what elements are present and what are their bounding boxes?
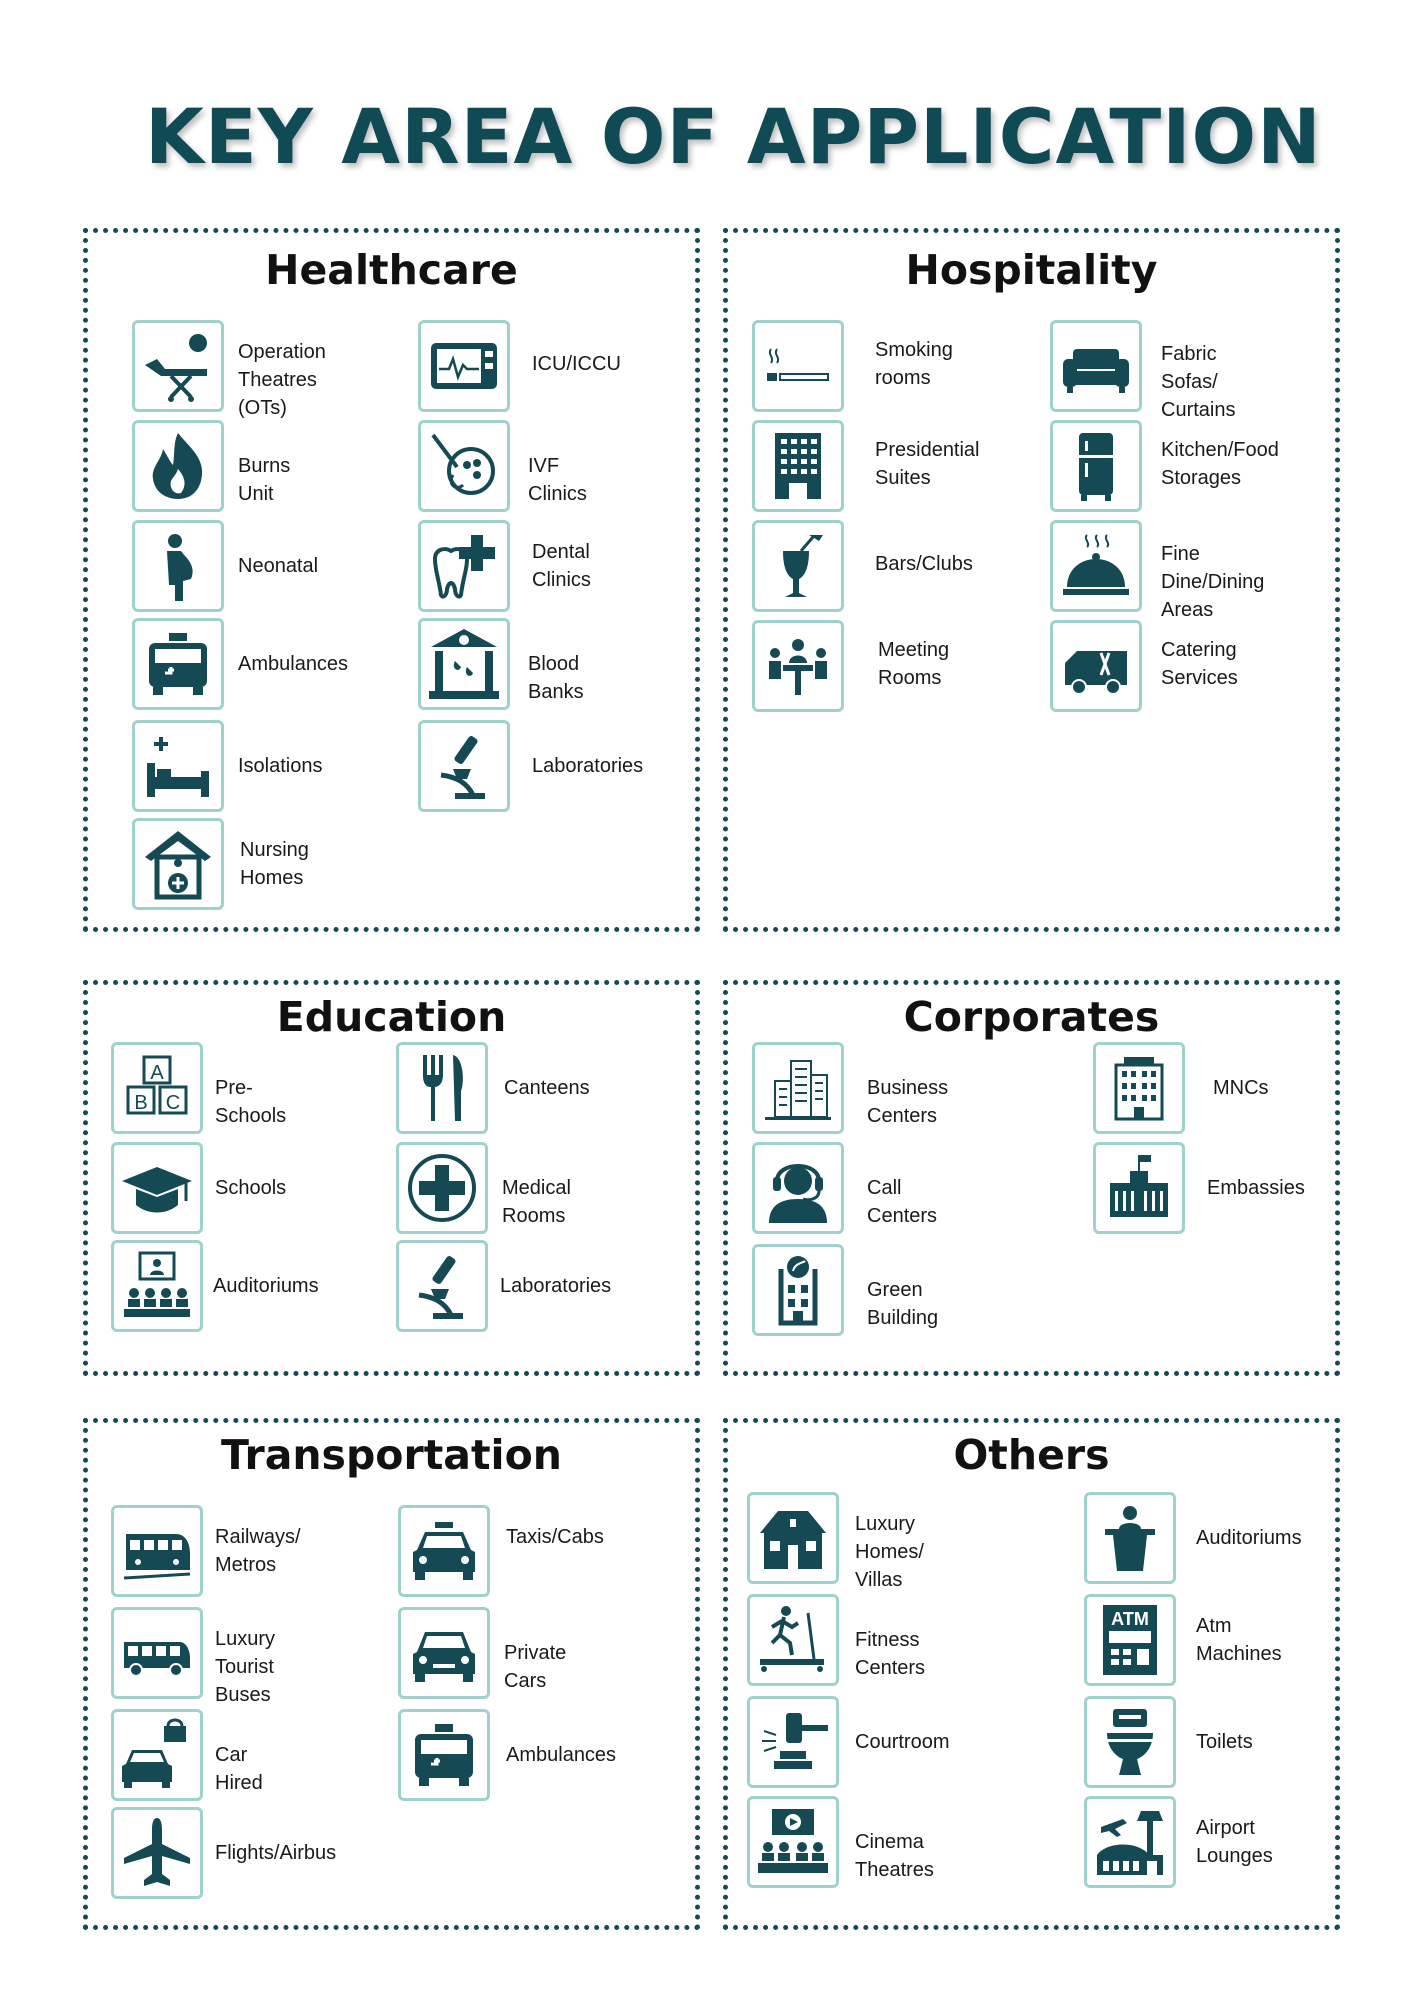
- skyscrapers-icon: [761, 1051, 835, 1125]
- item-label: Ambulances: [506, 1744, 617, 1766]
- flame-icon: [141, 429, 215, 503]
- item-label: Luxury Tourist Buses: [215, 1628, 276, 1706]
- item-label: Ambulances: [238, 653, 349, 675]
- item-label: Nursing Homes: [240, 839, 309, 889]
- microscope-icon: [427, 729, 501, 803]
- tile: [1093, 1142, 1185, 1234]
- airplane-icon: [120, 1816, 194, 1890]
- tile: [111, 1505, 203, 1597]
- tile: [398, 1505, 490, 1597]
- item-label: Courtroom: [855, 1731, 950, 1753]
- healthcare-heading: Healthcare: [265, 246, 518, 294]
- item-label: Auditoriums: [213, 1275, 319, 1297]
- sofa-icon: [1059, 329, 1133, 403]
- cigarette-icon: [761, 329, 835, 403]
- fridge-icon: [1059, 429, 1133, 503]
- car-rental-icon: [120, 1718, 194, 1792]
- tile: [418, 618, 510, 710]
- item-label: Fabric Sofas/ Curtains: [1161, 343, 1236, 421]
- abc-blocks-icon: [120, 1051, 194, 1125]
- item-label: Atm Machines: [1196, 1615, 1282, 1665]
- item-label: ICU/ICCU: [532, 353, 621, 375]
- item-label: Burns Unit: [238, 455, 291, 505]
- item-label: Car Hired: [215, 1744, 263, 1794]
- item-label: Laboratories: [532, 755, 644, 777]
- tile: [418, 520, 510, 612]
- tile: [396, 1240, 488, 1332]
- tile: [132, 420, 224, 512]
- tile: [1050, 320, 1142, 412]
- tile: [752, 520, 844, 612]
- item-label: Laboratories: [500, 1275, 612, 1297]
- item-label: Smoking rooms: [875, 339, 953, 389]
- tile: [1050, 420, 1142, 512]
- corporates-heading: Corporates: [903, 993, 1160, 1041]
- others-heading: Others: [953, 1431, 1110, 1479]
- operation-table-icon: [141, 329, 215, 403]
- item-label: Luxury Homes/ Villas: [855, 1513, 924, 1591]
- item-label: Railways/ Metros: [215, 1526, 301, 1576]
- hospitality-heading: Hospitality: [905, 246, 1158, 294]
- education-heading: Education: [276, 993, 507, 1041]
- tile: [111, 1142, 203, 1234]
- tile: [1084, 1696, 1176, 1788]
- tile: [418, 720, 510, 812]
- tile: [398, 1607, 490, 1699]
- item-label: Pre-Schools: [215, 1077, 287, 1127]
- hotel-building-icon: [761, 429, 835, 503]
- hospital-bed-icon: [141, 729, 215, 803]
- tile: [752, 1244, 844, 1336]
- item-label: Airport Lounges: [1196, 1817, 1273, 1867]
- item-label: Blood Banks: [528, 653, 584, 703]
- tile: [396, 1042, 488, 1134]
- atm-icon-text: ATM: [1111, 1609, 1149, 1629]
- tile: [396, 1142, 488, 1234]
- tile: [752, 620, 844, 712]
- item-label: Bars/Clubs: [875, 553, 973, 575]
- item-label: Medical Rooms: [502, 1177, 571, 1227]
- item-label: Cinema Theatres: [855, 1831, 934, 1881]
- tile: [1050, 620, 1142, 712]
- tooth-cross-icon: [427, 529, 501, 603]
- pregnant-woman-icon: [141, 529, 215, 603]
- item-label: Dental Clinics: [532, 541, 591, 591]
- tile: [132, 320, 224, 412]
- tile: [111, 1240, 203, 1332]
- svg-text:B: B: [134, 1092, 148, 1114]
- item-label: Flights/Airbus: [215, 1842, 337, 1864]
- airport-tower-icon: [1093, 1805, 1167, 1879]
- tile: [1084, 1492, 1176, 1584]
- tile: [132, 618, 224, 710]
- tile: [747, 1492, 839, 1584]
- graduation-cap-icon: [120, 1151, 194, 1225]
- tile: [1084, 1796, 1176, 1888]
- item-label: Presidential Suites: [875, 439, 980, 489]
- tile: [398, 1709, 490, 1801]
- embassy-icon: [1102, 1151, 1176, 1225]
- item-label: Canteens: [504, 1077, 590, 1099]
- fork-knife-icon: [405, 1051, 479, 1125]
- item-label: Operation Theatres (OTs): [238, 341, 326, 419]
- heart-monitor-icon: [427, 329, 501, 403]
- transportation-heading: Transportation: [221, 1431, 562, 1479]
- cloche-icon: [1059, 529, 1133, 603]
- tile: [132, 720, 224, 812]
- tile: [752, 1042, 844, 1134]
- gavel-icon: [756, 1705, 830, 1779]
- item-label: Business Centers: [867, 1077, 949, 1127]
- nursing-home-icon: [141, 827, 215, 901]
- catering-van-icon: [1059, 629, 1133, 703]
- meeting-table-icon: [761, 629, 835, 703]
- tile: [752, 420, 844, 512]
- item-label: Taxis/Cabs: [506, 1526, 604, 1548]
- treadmill-icon: [756, 1603, 830, 1677]
- item-label: Call Centers: [867, 1177, 938, 1227]
- item-label: Private Cars: [504, 1642, 567, 1692]
- item-label: Fine Dine/Dining Areas: [1161, 543, 1265, 621]
- svg-text:A: A: [150, 1062, 164, 1084]
- tile: [418, 320, 510, 412]
- tile: [418, 420, 510, 512]
- ambulance-icon: [141, 627, 215, 701]
- blood-bank-icon: [427, 627, 501, 701]
- item-label: Toilets: [1196, 1731, 1253, 1753]
- house-icon: [756, 1501, 830, 1575]
- item-label: Meeting Rooms: [878, 639, 950, 689]
- ambulance-icon: [407, 1718, 481, 1792]
- green-building-icon: [761, 1253, 835, 1327]
- headset-agent-icon: [761, 1151, 835, 1225]
- atm-icon: [1093, 1603, 1167, 1677]
- tile: [1084, 1594, 1176, 1686]
- podium-speaker-icon: [1093, 1501, 1167, 1575]
- tile: [111, 1607, 203, 1699]
- train-icon: [120, 1514, 194, 1588]
- item-label: Fitness Centers: [855, 1629, 926, 1679]
- microscope-icon: [405, 1249, 479, 1323]
- item-label: Auditoriums: [1196, 1527, 1302, 1549]
- item-label: Schools: [215, 1177, 287, 1199]
- page-title: KEY AREA OF APPLICATION: [145, 92, 1322, 181]
- presentation-audience-icon: [120, 1249, 194, 1323]
- item-label: Green Building: [867, 1279, 939, 1329]
- item-label: IVF Clinics: [528, 455, 587, 505]
- cinema-audience-icon: [756, 1805, 830, 1879]
- tile: [747, 1594, 839, 1686]
- tile: [111, 1042, 203, 1134]
- tile: [747, 1696, 839, 1788]
- toilet-icon: [1093, 1705, 1167, 1779]
- taxi-icon: [407, 1514, 481, 1588]
- item-label: Neonatal: [238, 555, 319, 577]
- car-icon: [407, 1616, 481, 1690]
- item-label: Isolations: [238, 755, 323, 777]
- medical-cross-icon: [405, 1151, 479, 1225]
- tile: [111, 1709, 203, 1801]
- tile: [111, 1807, 203, 1899]
- office-building-icon: [1102, 1051, 1176, 1125]
- ivf-petri-icon: [427, 429, 501, 503]
- bus-icon: [120, 1616, 194, 1690]
- tile: [132, 818, 224, 910]
- tile: [752, 1142, 844, 1234]
- item-label: Catering Services: [1161, 639, 1238, 689]
- item-label: MNCs: [1213, 1077, 1269, 1099]
- tile: [132, 520, 224, 612]
- item-label: Kitchen/Food Storages: [1161, 439, 1279, 489]
- cocktail-icon: [761, 529, 835, 603]
- item-label: Embassies: [1207, 1177, 1305, 1199]
- tile: [747, 1796, 839, 1888]
- tile: [752, 320, 844, 412]
- tile: [1050, 520, 1142, 612]
- svg-text:C: C: [165, 1092, 181, 1114]
- tile: [1093, 1042, 1185, 1134]
